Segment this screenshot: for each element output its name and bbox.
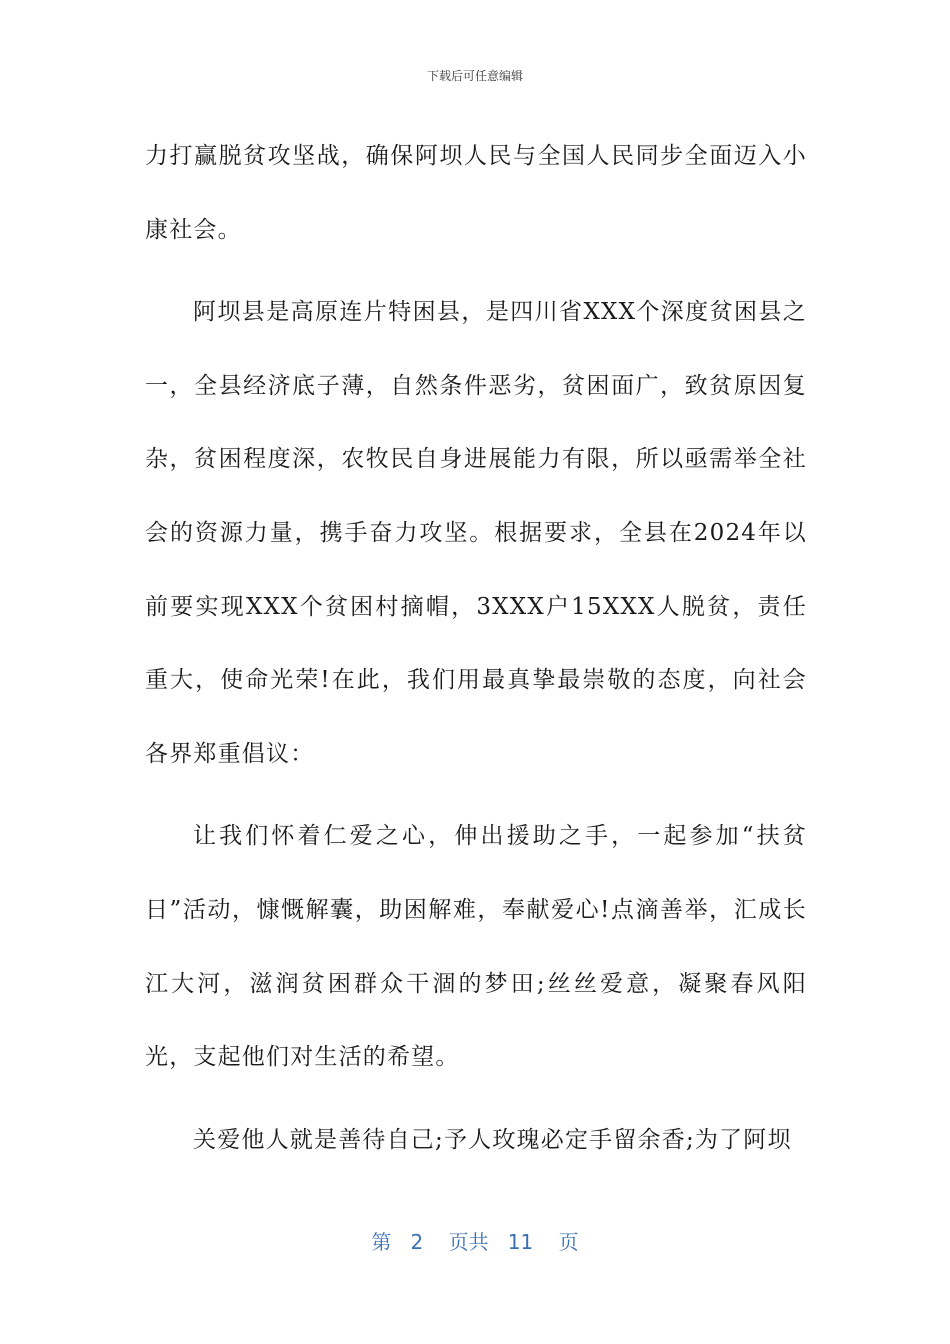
paragraph-closing: 关爱他人就是善待自己;予人玫瑰必定手留余香;为了阿坝 <box>193 1126 792 1153</box>
page-suffix: 页 <box>558 1230 579 1254</box>
page-number-footer <box>0 1226 950 1255</box>
page-current: 2 <box>410 1230 424 1254</box>
document-body <box>145 120 807 1186</box>
paragraph-county-overview: 阿坝县是高原连片特困县，是四川省XXX个深度贫困县之一，全县经济底子薄，自然条件恶劣，贫困面广，致贫原因复杂，贫困程度深，农牧民自身进展能力有限，所以亟需举全社会的资源力量，携手奋力攻坚。根据要求，全县在2024年以前要实现XXX个贫困村摘帽，3XXX户15XXX人脱贫，责任重大，使命光荣!在此，我们用最真挚最崇敬的态度，向社会各界郑重倡议： <box>145 299 807 767</box>
page-prefix: 第 <box>371 1230 392 1254</box>
page-mid: 页共 <box>448 1230 489 1254</box>
paragraph-continued: 力打赢脱贫攻坚战，确保阿坝人民与全国人民同步全面迈入小康社会。 <box>145 143 807 243</box>
page-header-note: 下载后可任意编辑 <box>426 69 523 83</box>
page-total: 11 <box>507 1230 534 1254</box>
paragraph-call-to-action: 让我们怀着仁爱之心，伸出援助之手，一起参加“扶贫日”活动，慷慨解囊，助困解难，奉献爱心!点滴善举，汇成长江大河，滋润贫困群众干涸的梦田;丝丝爱意，凝聚春风阳光，支起他们对生活的希望。 <box>145 823 807 1071</box>
